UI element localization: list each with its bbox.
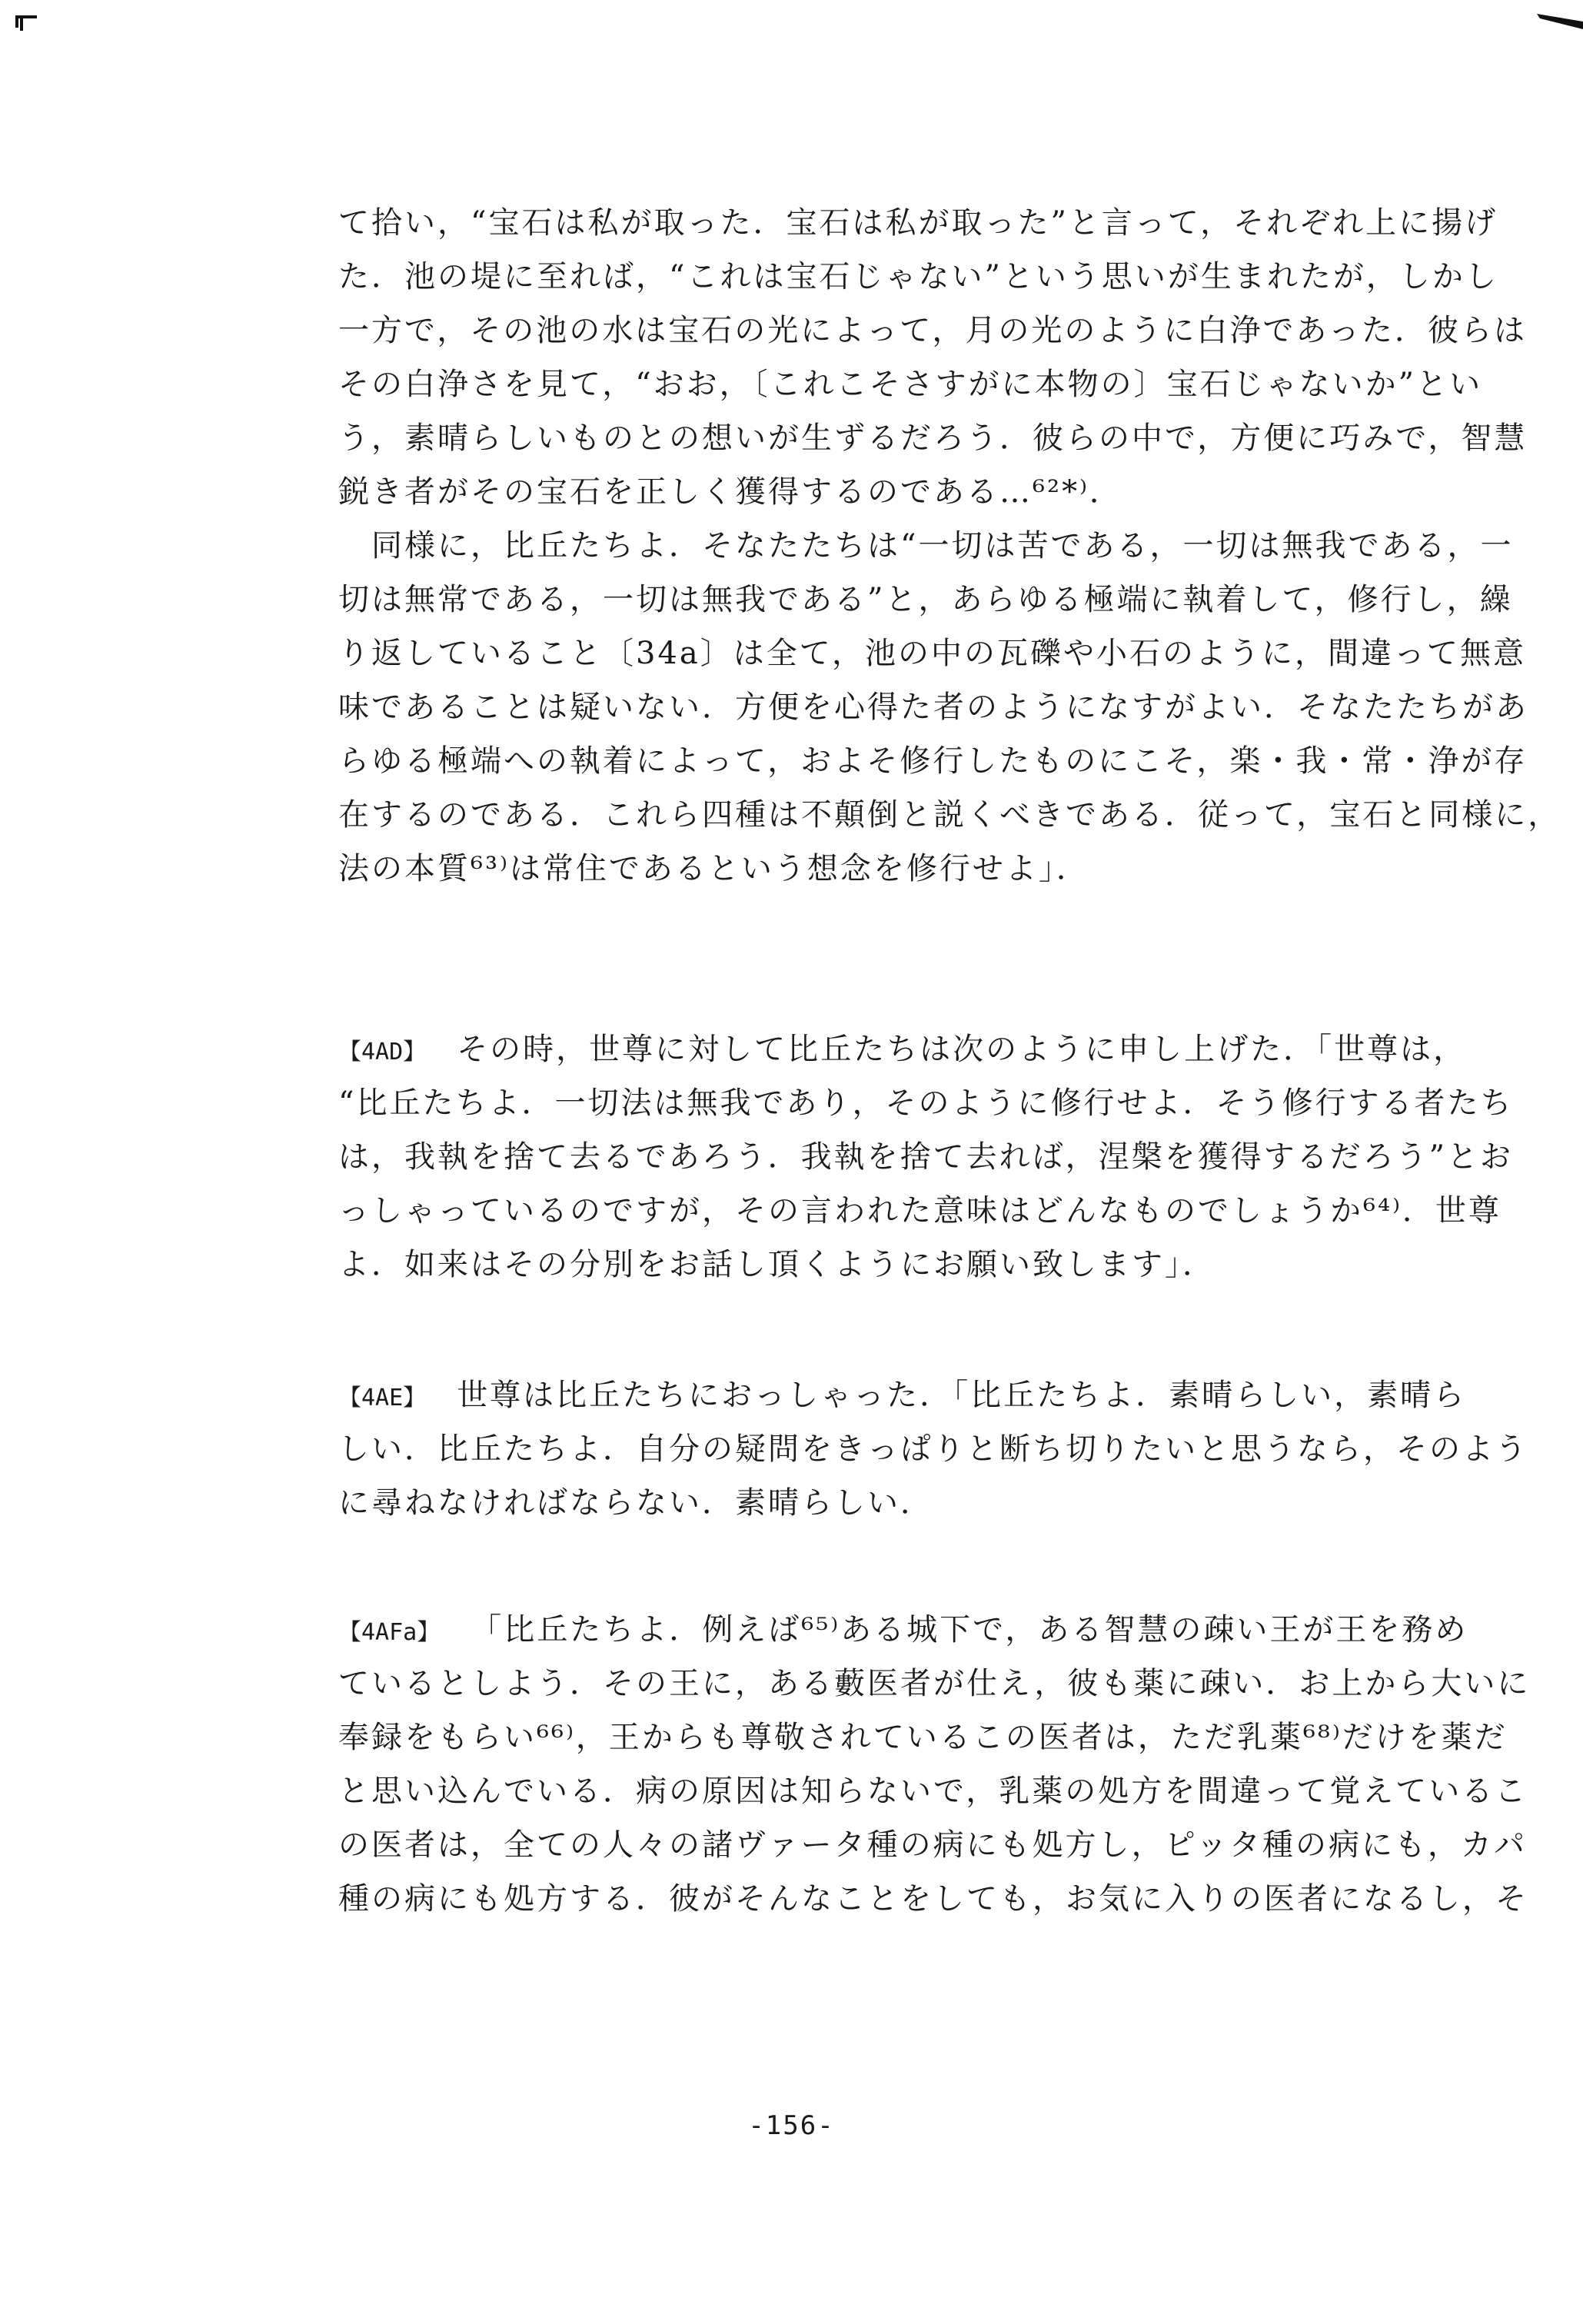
section-label: 【4AE】 [338, 1385, 427, 1411]
text-line: らゆる極端への執着によって，およそ修行したものにこそ，楽・我・常・浄が存 [338, 743, 1528, 779]
text-line [338, 1022, 1522, 1076]
text-line: 在するのである．これら四種は不顛倒と説くべきである．従って，宝石と同様に， [338, 797, 1561, 833]
text-line: 同様に，比丘たちよ．そなたたちは“一切は苦である，一切は無我である，一 [338, 528, 1514, 564]
text-line: り返していること〔34a〕は全て，池の中の瓦礫や小石のように，間違って無意 [338, 636, 1526, 671]
page-number: -156- [748, 2110, 835, 2141]
section-label: 【4AD】 [338, 1039, 427, 1066]
text-line: っしゃっているのですが，その言われた意味はどんなものでしょうか⁶⁴⁾．世尊 [338, 1193, 1502, 1228]
scan-corner-mark-left [15, 14, 38, 31]
paragraph-4AE [338, 1368, 1528, 1530]
text-line: 法の本質⁶³⁾は常住であるという想念を修行せよ」． [338, 851, 1089, 886]
text-line: 切は無常である，一切は無我である”と，あらゆる極端に執着して，修行し，繰 [338, 582, 1513, 617]
text-line: て拾い，“宝石は私が取った．宝石は私が取った”と言って，それぞれ上に揚げ [338, 205, 1498, 241]
text-line: 種の病にも処方する．彼がそんなことをしても，お気に入りの医者になるし，そ [338, 1881, 1528, 1917]
text-line [338, 1368, 1522, 1422]
section-label: 【4AFa】 [338, 1619, 441, 1646]
text-line: に尋ねなければならない．素晴らしい． [338, 1485, 933, 1521]
paragraph-4AFa [338, 1603, 1531, 1926]
text-line: “比丘たちよ．一切法は無我であり，そのように修行せよ．そう修行する者たち [338, 1086, 1514, 1121]
text-line: よ．如来はその分別をお話し頂くようにお願い致します」． [338, 1247, 1216, 1282]
text-line: と思い込んでいる．病の原因は知らないで，乳薬の処方を間違って覚えているこ [338, 1774, 1528, 1809]
text-line [338, 1603, 1522, 1657]
paragraph-jewel-parable [338, 196, 1561, 896]
text-line-content: 世尊は比丘たちにおっしゃった．「比丘たちよ．素晴らしい，素晴ら [457, 1378, 1467, 1413]
text-line: 奉録をもらい⁶⁶⁾，王からも尊敬されているこの医者は，ただ乳薬⁶⁸⁾だけを薬だ [338, 1720, 1508, 1755]
text-line: は，我執を捨て去るであろう．我執を捨て去れば，涅槃を獲得するだろう”とお [338, 1139, 1514, 1175]
text-line: う，素晴らしいものとの想いが生ずるだろう．彼らの中で，方便に巧みで，智慧 [338, 421, 1528, 456]
text-line: の医者は，全ての人々の諸ヴァータ種の病にも処方し，ピッタ種の病にも，カパ [338, 1827, 1527, 1863]
text-line: 味であることは疑いない．方便を心得た者のようになすがよい．そなたたちがあ [338, 690, 1528, 725]
scan-corner-mark-right [1537, 14, 1583, 34]
text-line: 鋭き者がその宝石を正しく獲得するのである…⁶²*⁾． [338, 474, 1122, 510]
text-line-content: その時，世尊に対して比丘たちは次のように申し上げた．「世尊は， [457, 1032, 1467, 1067]
text-line: た．池の堤に至れば，“これは宝石じゃない”という思いが生まれたが，しかし [338, 259, 1498, 294]
text-line-content: 「比丘たちよ．例えば⁶⁵⁾ある城下で，ある智慧の疎い王が王を務め [471, 1612, 1468, 1647]
text-line: 一方で，その池の水は宝石の光によって，月の光のように白浄であった．彼らは [338, 313, 1527, 348]
text-line: その白浄さを見て，“おお，〔これこそさすがに本物の〕宝石じゃないか”とい [338, 367, 1483, 402]
paragraph-4AD [338, 1022, 1522, 1292]
text-line: ているとしよう．その王に，ある藪医者が仕え，彼も薬に疎い．お上から大いに [338, 1666, 1531, 1701]
text-line: しい．比丘たちよ．自分の疑問をきっぱりと断ち切りたいと思うなら，そのよう [338, 1431, 1528, 1467]
